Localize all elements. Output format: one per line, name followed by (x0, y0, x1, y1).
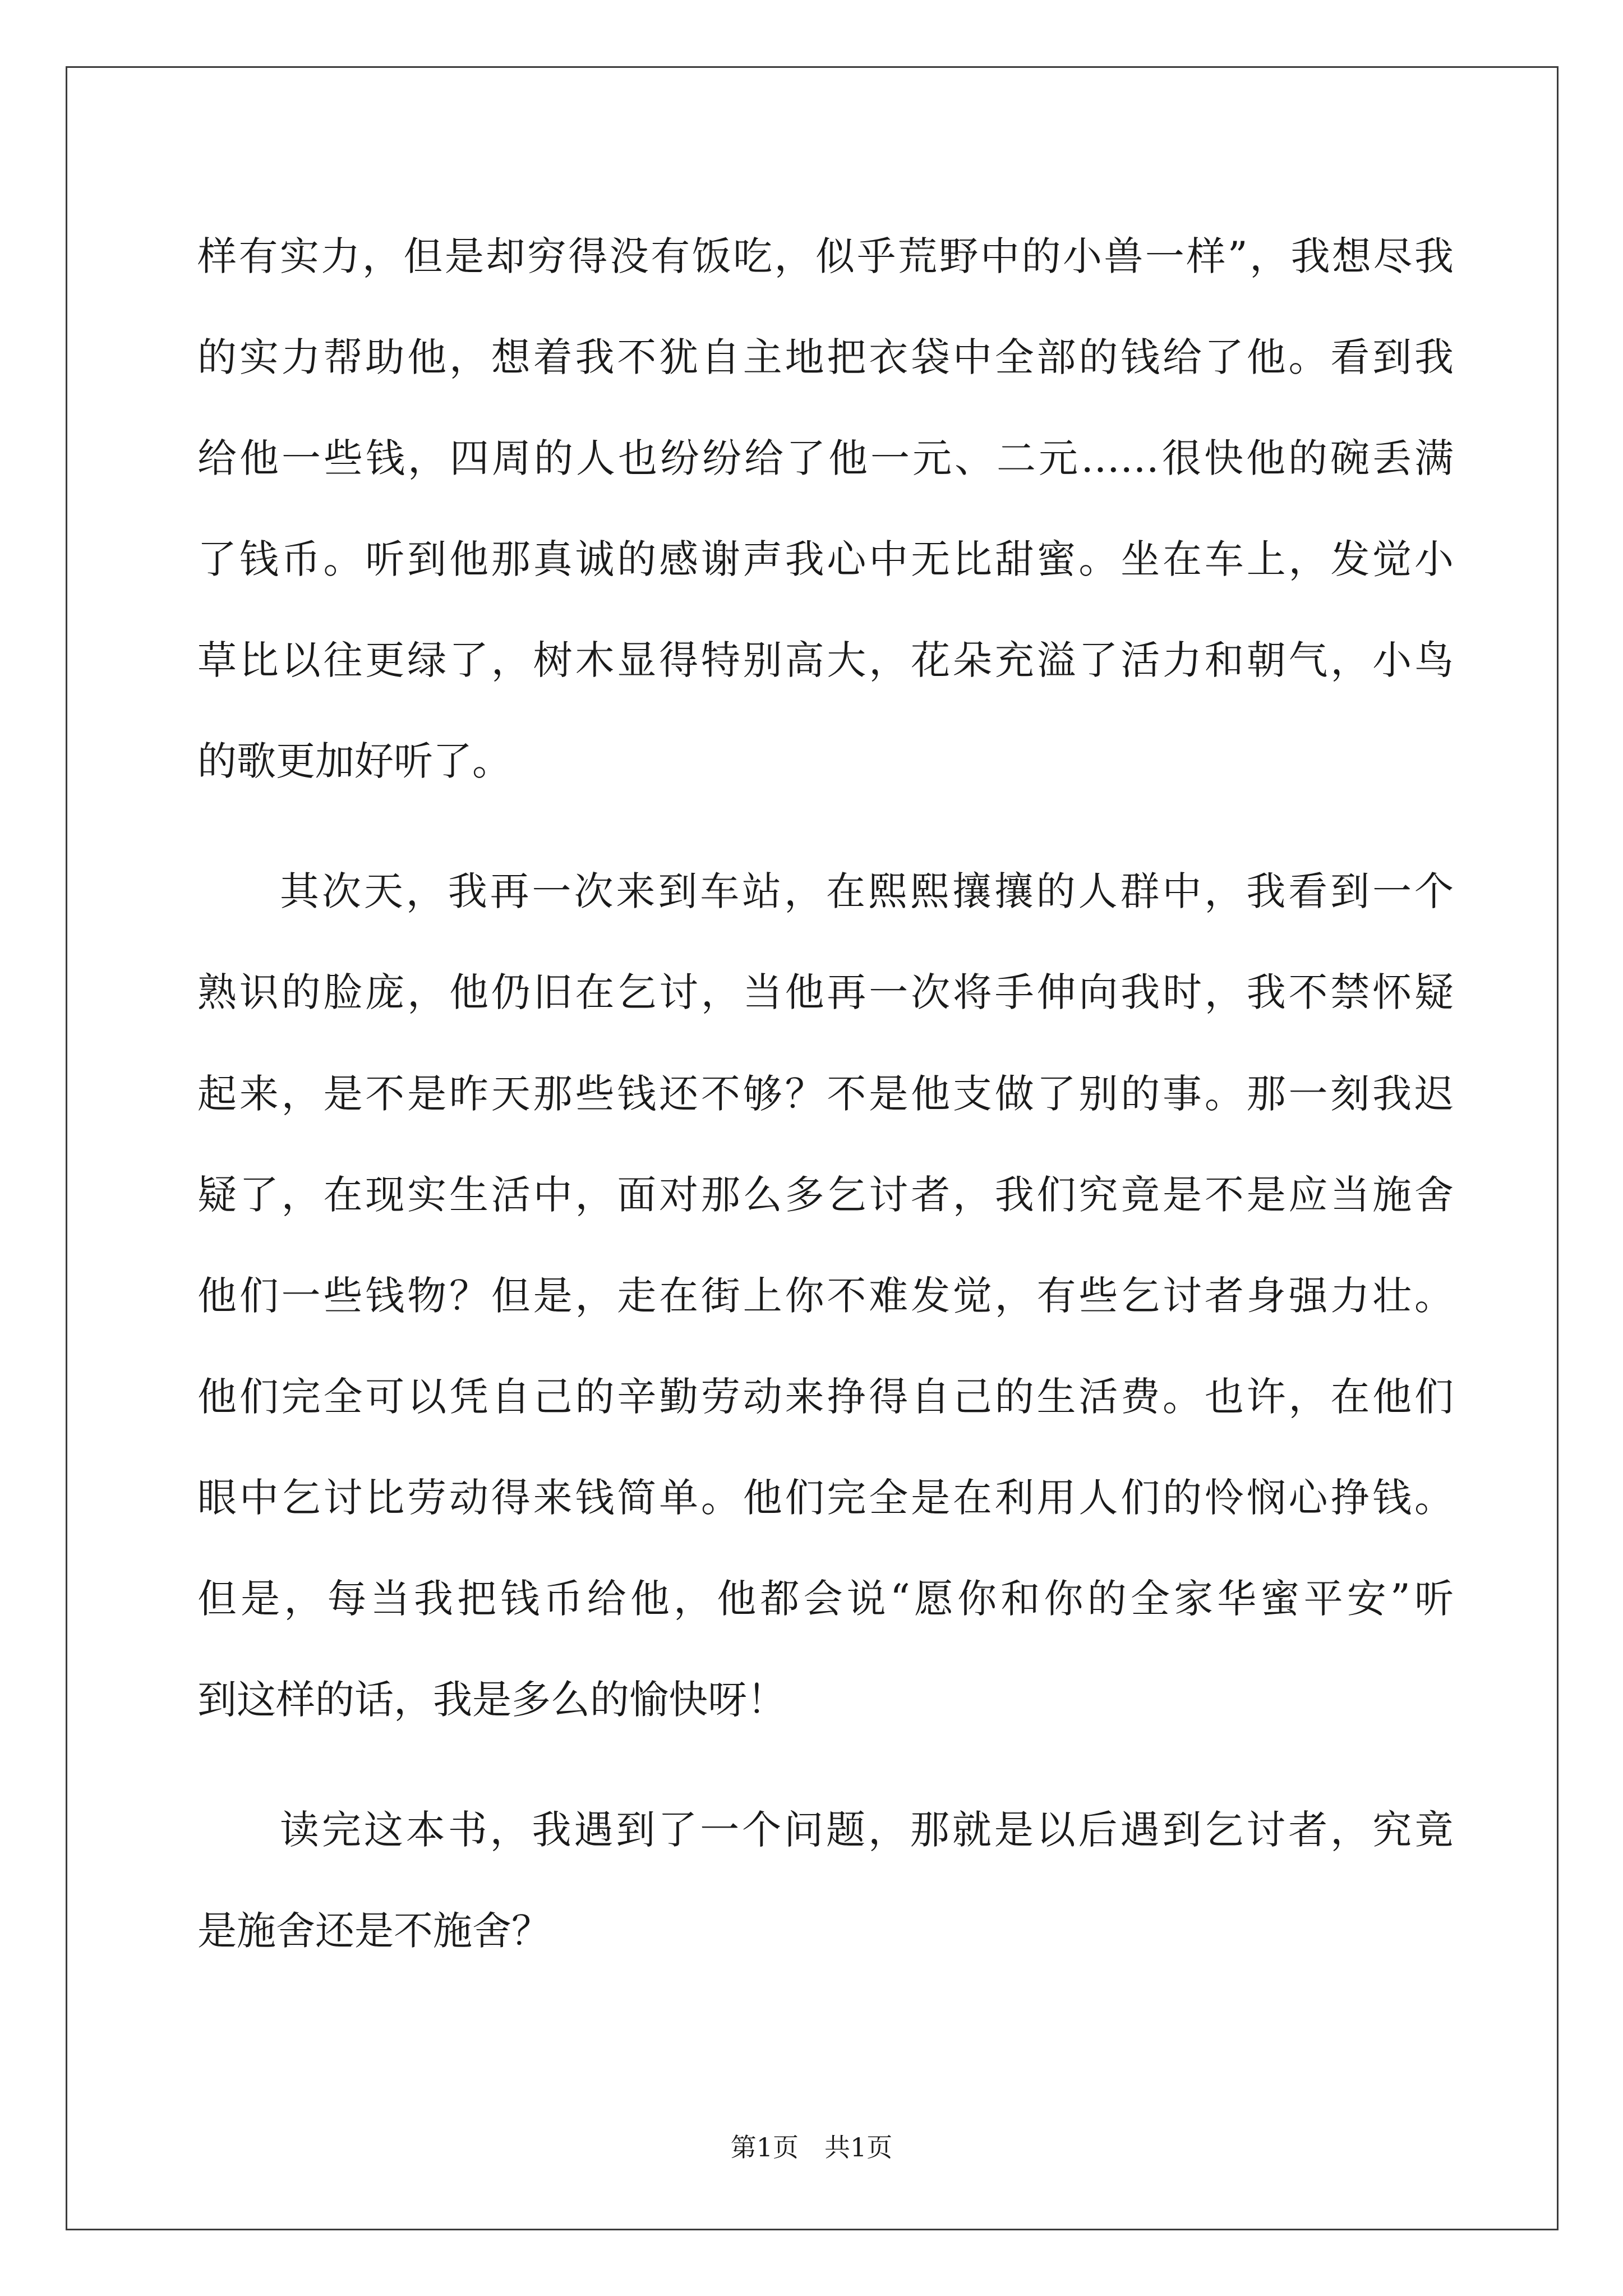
paragraph-2-line-5: 他们一些钱物？但是，走在街上你不难发觉，有些乞讨者身强力壮。 (197, 1273, 1454, 1319)
paragraph-1-line-6: 的歌更加好听了。 (197, 738, 511, 784)
paragraph-2-line-3: 起来，是不是昨天那些钱还不够？不是他支做了别的事。那一刻我迟 (197, 1071, 1454, 1117)
paragraph-2-line-9: 到这样的话，我是多么的愉快呀！ (197, 1677, 786, 1723)
paragraph-2-line-7: 眼中乞讨比劳动得来钱简单。他们完全是在利用人们的怜悯心挣钱。 (197, 1475, 1454, 1521)
paragraph-2-line-6: 他们完全可以凭自己的辛勤劳动来挣得自己的生活费。也许，在他们 (197, 1374, 1454, 1420)
paragraph-2-line-8: 但是，每当我把钱币给他，他都会说“愿你和你的全家华蜜平安”听 (197, 1576, 1454, 1622)
paragraph-2-line-2: 熟识的脸庞，他仍旧在乞讨，当他再一次将手伸向我时，我不禁怀疑 (197, 969, 1454, 1015)
paragraph-1-line-1: 样有实力，但是却穷得没有饭吃，似乎荒野中的小兽一样”，我想尽我 (197, 233, 1454, 279)
paragraph-3-line-1: 读完这本书，我遇到了一个问题，那就是以后遇到乞讨者，究竟 (280, 1807, 1454, 1853)
paragraph-1-line-3: 给他一些钱，四周的人也纷纷给了他一元、二元……很快他的碗丢满 (197, 435, 1454, 481)
page-footer: 第1页 共1页 (730, 2132, 893, 2162)
paragraph-2-line-1: 其次天，我再一次来到车站，在熙熙攘攘的人群中，我看到一个 (280, 868, 1454, 914)
paragraph-3-line-2: 是施舍还是不施舍？ (197, 1908, 551, 1954)
paragraph-1-line-2: 的实力帮助他，想着我不犹自主地把衣袋中全部的钱给了他。看到我 (197, 334, 1454, 380)
paragraph-2-line-4: 疑了，在现实生活中，面对那么多乞讨者，我们究竟是不是应当施舍 (197, 1172, 1454, 1218)
paragraph-1-line-5: 草比以往更绿了，树木显得特别高大，花朵充溢了活力和朝气，小鸟 (197, 637, 1454, 683)
paragraph-1-line-4: 了钱币。听到他那真诚的感谢声我心中无比甜蜜。坐在车上，发觉小 (197, 536, 1454, 582)
